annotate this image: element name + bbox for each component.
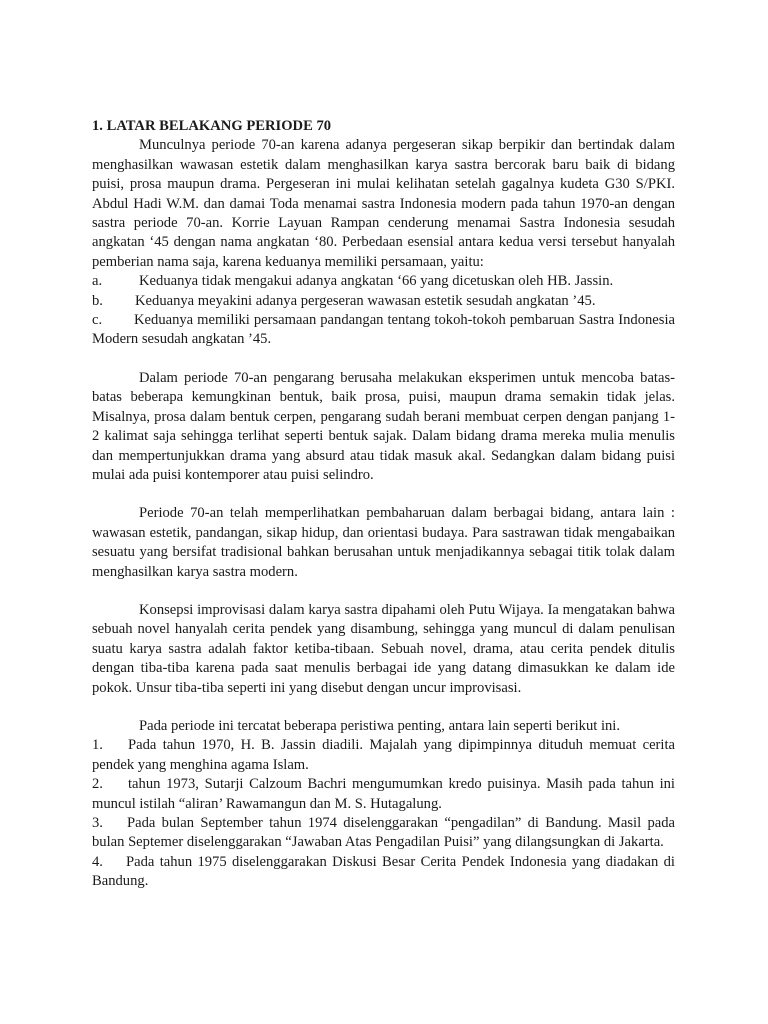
list-item	[92, 814, 675, 853]
similarities-list	[92, 272, 675, 350]
list-marker: 1.	[92, 737, 103, 754]
list-marker: c.	[92, 312, 103, 329]
events-list	[92, 736, 675, 891]
list-item-text: Keduanya memiliki persamaan pandangan tentang tokoh-tokoh pembaruan Sastra Indonesia Modern sesudah angkatan ’45.	[92, 312, 675, 348]
list-item-text: tahun 1973, Sutarji Calzoum Bachri mengumumkan kredo puisinya. Masih pada tahun ini muncul istilah “aliran’ Rawamangun dan M. S. Hutagalung.	[92, 776, 675, 812]
list-item	[92, 736, 675, 775]
paragraph-improvisation: Konsepsi improvisasi dalam karya sastra dipahami oleh Putu Wijaya. Ia mengatakan bahwa sebuah novel hanyalah cerita pendek yang disambung, sehingga yang muncul di dalam penulisan suatu karya sastra adalah faktor ketiba-tibaan. Sebuah novel, drama, atau cerita pendek ditulis dengan tiba-tiba karena pada saat menulis berbagai ide yang datang dimasukkan ke dalam ide pokok. Unsur tiba-tiba seperti ini yang disebut dengan uncur improvisasi.	[92, 601, 675, 696]
list-marker: 4.	[92, 853, 103, 870]
list-item	[92, 311, 675, 350]
paragraph-renewal: Periode 70-an telah memperlihatkan pembaharuan dalam berbagai bidang, antara lain : wawasan estetik, pandangan, sikap hidup, dan orientasi budaya. Para sastrawan tidak mengabaikan sesuatu yang bersifat tradisional bahkan berusahan untuk menjadikannya sebagai titik tolak dalam menghasilkan karya sastra modern.	[92, 505, 675, 580]
paragraph-experiments: Dalam periode 70-an pengarang berusaha melakukan eksperimen untuk mencoba batas-batas beberapa kemungkinan bentuk, baik prosa, puisi, maupun drama semakin tidak jelas. Misalnya, prosa dalam bentuk cerpen, pengarang sudah berani membuat cerpen dengan panjang 1-2 kalimat saja sehingga terlihat seperti bentuk sajak. Dalam bidang drama mereka mulia menulis dan mempertunjukkan drama yang absurd atau tidak masuk akal. Sedangkan dalam bidang puisi mulai ada puisi kontemporer atau puisi selindro.	[92, 369, 675, 483]
paragraph-intro: Munculnya periode 70-an karena adanya pergeseran sikap berpikir dan bertindak dalam menghasilkan wawasan estetik dalam menghasilkan karya sastra bercorak baru baik di bidang puisi, prosa maupun drama. Pergeseran ini mulai kelihatan setelah gagalnya kudeta G30 S/PKI. Abdul Hadi W.M. dan damai Toda menamai sastra Indonesia modern pada tahun 1970-an dengan sastra periode 70-an. Korrie Layuan Rampan cenderung menamai Sastra Indonesia sesudah angkatan ‘45 dengan nama angkatan ‘80. Perbedaan esensial antara kedua versi tersebut hanyalah pemberian nama saja, karena keduanya memiliki persamaan, yaitu:	[92, 137, 675, 270]
paragraph-gap	[92, 350, 675, 369]
paragraph-gap	[92, 582, 675, 601]
list-item	[92, 272, 675, 291]
list-marker: 2.	[92, 776, 103, 793]
list-item	[92, 292, 675, 311]
paragraph-gap	[92, 698, 675, 717]
list-item-text: Keduanya meyakini adanya pergeseran wawasan estetik sesudah angkatan ’45.	[135, 292, 596, 309]
list-item-text: Pada bulan September tahun 1974 diselenggarakan “pengadilan” di Bandung. Masil pada bulan Septemer diselenggarakan “Jawaban Atas Pengadilan Puisi” yang dilangsungkan di Jakarta.	[92, 815, 675, 851]
paragraph-gap	[92, 485, 675, 504]
list-item-text: Pada tahun 1975 diselenggarakan Diskusi Besar Cerita Pendek Indonesia yang diadakan di Bandung.	[92, 853, 675, 890]
section-heading: 1. LATAR BELAKANG PERIODE 70	[92, 118, 332, 134]
list-item-text: Pada tahun 1970, H. B. Jassin diadili. Majalah yang dipimpinnya dituduh memuat cerita pendek yang menghina agama Islam.	[92, 737, 675, 773]
list-item	[92, 853, 675, 892]
list-item-text: Keduanya tidak mengakui adanya angkatan ‘66 yang dicetuskan oleh HB. Jassin.	[139, 273, 614, 290]
list-marker: a.	[92, 273, 103, 290]
list-marker: b.	[92, 292, 103, 309]
list-item	[92, 775, 675, 814]
paragraph-events-intro: Pada periode ini tercatat beberapa peristiwa penting, antara lain seperti berikut ini.	[139, 717, 620, 734]
list-marker: 3.	[92, 815, 103, 831]
